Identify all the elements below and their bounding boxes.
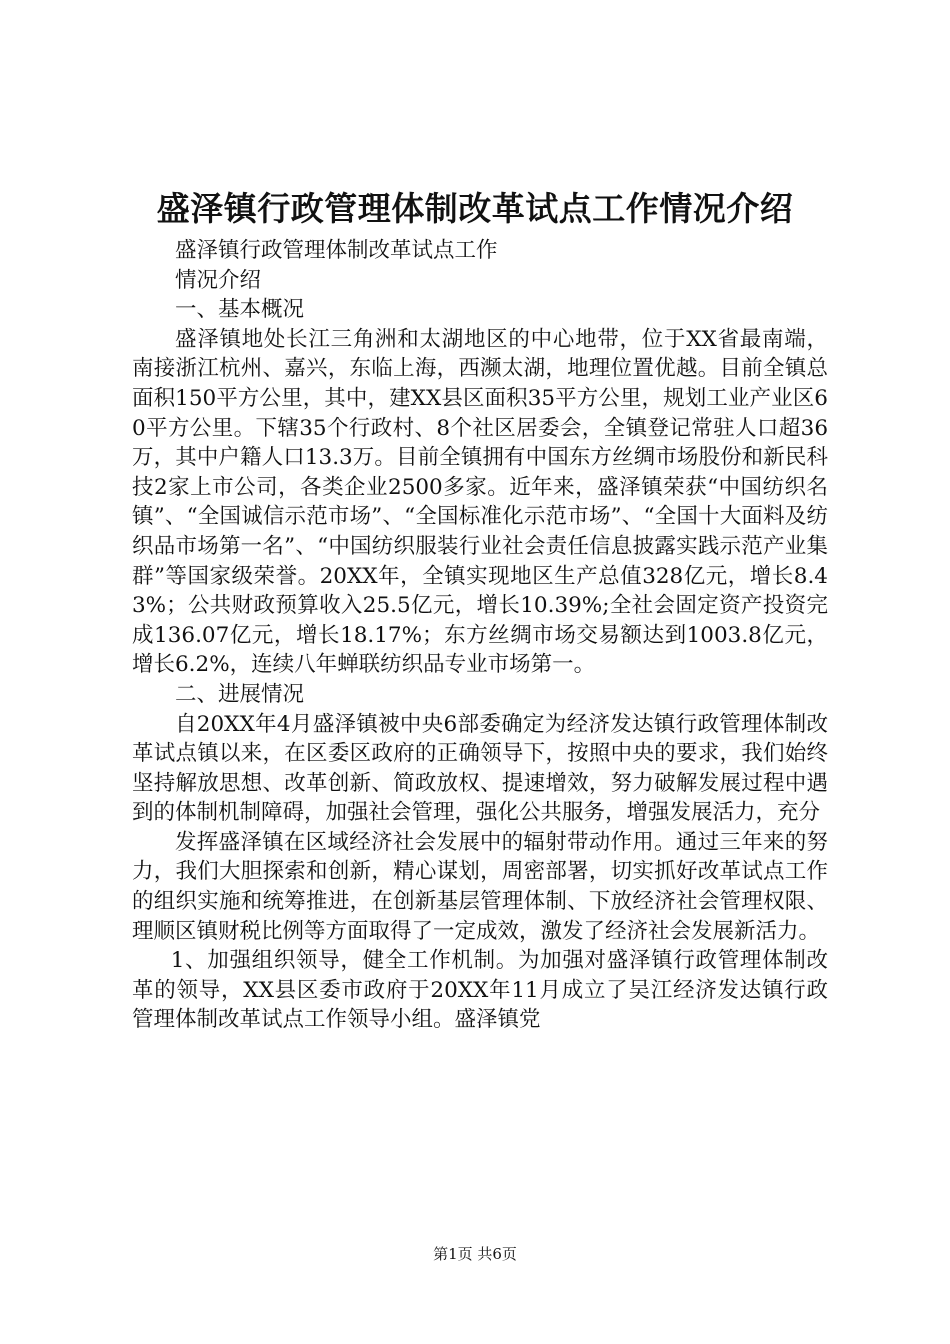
section-heading-basic-overview: 一、基本概况 bbox=[175, 297, 305, 323]
document-body bbox=[132, 236, 828, 1035]
paragraph-basic-overview: 盛泽镇地处长江三角洲和太湖地区的中心地带，位于XX省最南端，南接浙江杭州、嘉兴，东临上海，西濒太湖，地理位置优越。目前全镇总面积150平方公里，其中，建XX县区面积35平方公里，规划工业产业区60平方公里。下辖35个行政村、8个社区居委会，全镇登记常驻人口超36万，其中户籍人口13.3万。目前全镇拥有中国东方丝绸市场股份和新民科技2家上市公司，各类企业2500多家。近年来，盛泽镇荣获“中国纺织名镇”、“全国诚信示范市场”、“全国标准化示范市场”、“全国十大面料及纺织品市场第一名”、“中国纺织服装行业社会责任信息披露实践示范产业集群”等国家级荣誉。20XX年，全镇实现地区生产总值328亿元，增长8.43%；公共财政预算收入25.5亿元，增长10.39%;全社会固定资产投资完成136.07亿元，增长18.17%；东方丝绸市场交易额达到1003.8亿元，增长6.2%，连续八年蝉联纺织品专业市场第一。 bbox=[132, 326, 828, 678]
document-title: 盛泽镇行政管理体制改革试点工作情况介绍 bbox=[156, 189, 794, 228]
subtitle-line-1: 盛泽镇行政管理体制改革试点工作 bbox=[175, 238, 498, 263]
section-heading-progress: 二、进展情况 bbox=[175, 681, 305, 707]
paragraph-progress-2: 发挥盛泽镇在区域经济社会发展中的辐射带动作用。通过三年来的努力，我们大胆探索和创新，精心谋划，周密部署，切实抓好改革试点工作的组织实施和统筹推进，在创新基层管理体制、下放经济社会管理权限、理顺区镇财税比例等方面取得了一定成效，激发了经济社会发展新活力。 bbox=[132, 829, 828, 944]
paragraph-item-1: 1、加强组织领导，健全工作机制。为加强对盛泽镇行政管理体制改革的领导，XX县区委市政府于20XX年11月成立了吴江经济发达镇行政管理体制改革试点工作领导小组。盛泽镇党 bbox=[132, 948, 828, 1033]
page-footer: 第1页 共6页 bbox=[433, 1245, 517, 1263]
paragraph-progress-1: 自20XX年4月盛泽镇被中央6部委确定为经济发达镇行政管理体制改革试点镇以来，在区委区政府的正确领导下，按照中央的要求，我们始终坚持解放思想、改革创新、简政放权、提速增效，努力破解发展过程中遇到的体制机制障碍，加强社会管理，强化公共服务，增强发展活力，充分 bbox=[132, 711, 828, 826]
subtitle-line-2: 情况介绍 bbox=[175, 267, 262, 293]
